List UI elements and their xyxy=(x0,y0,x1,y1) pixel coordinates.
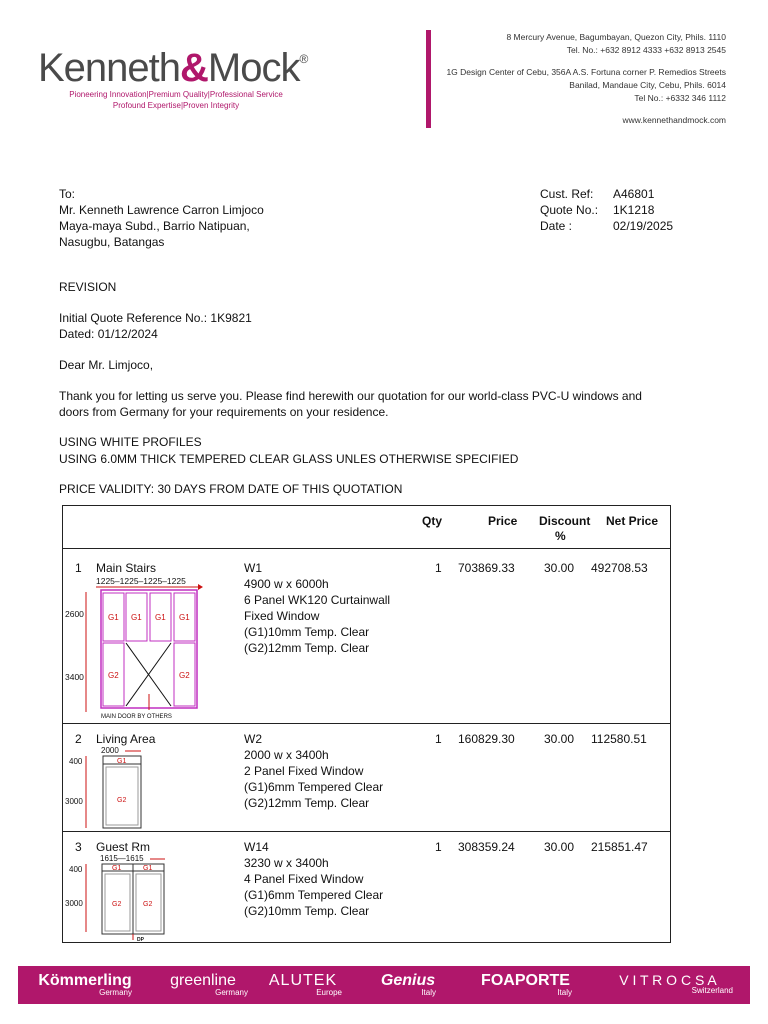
item-discount: 30.00 xyxy=(544,840,575,854)
item-qty: 1 xyxy=(435,561,442,575)
drawing-widths: 1225–1225–1225–1225 xyxy=(96,576,186,586)
table-divider xyxy=(63,831,670,832)
item-net-price: 112580.51 xyxy=(591,732,647,746)
svg-text:3000: 3000 xyxy=(65,797,83,806)
brand-genius: Genius Italy xyxy=(380,972,436,997)
recipient-block: To: Mr. Kenneth Lawrence Carron Limjoco Maya-maya Subd., Barrio Natipuan, Nasugbu, Batangas xyxy=(59,187,264,249)
window-drawing-w1 xyxy=(65,572,240,722)
item-net-price: 215851.47 xyxy=(591,840,648,854)
svg-text:G2: G2 xyxy=(143,901,153,908)
item-price: 703869.33 xyxy=(458,561,515,575)
item-number: 3 xyxy=(75,840,82,854)
item-price: 308359.24 xyxy=(458,840,515,854)
item-description: 4900 w x 6000h 6 Panel WK120 Curtainwall Fixed Window (G1)10mm Temp. Clear (G2)12mm Temp. Clear xyxy=(244,577,391,655)
brand-greenline: greenline Germany xyxy=(170,972,248,997)
item-description: 2000 w x 3400h 2 Panel Fixed Window (G1)6mm Tempered Clear (G2)12mm Temp. Clear xyxy=(244,748,384,810)
brand-foaporte: FOAPORTE Italy xyxy=(481,972,572,997)
svg-text:G1: G1 xyxy=(143,865,153,872)
glass-note: USING 6.0MM THICK TEMPERED CLEAR GLASS UNLES OTHERWISE SPECIFIED xyxy=(59,452,519,466)
item-location: Guest Rm xyxy=(96,840,151,854)
company-tagline-1: Pioneering Innovation|Premium Quality|Professional Service xyxy=(69,90,283,99)
item-price: 160829.30 xyxy=(458,732,515,746)
price-validity: PRICE VALIDITY: 30 DAYS FROM DATE OF THIS QUOTATION xyxy=(59,482,403,496)
svg-text:G2: G2 xyxy=(117,797,127,804)
item-location: Living Area xyxy=(96,732,156,746)
intro-line-1: Thank you for letting us serve you. Please find herewith our quotation for our world-class PVC-U windows and xyxy=(59,389,642,403)
drawing-note: DP xyxy=(137,937,144,942)
svg-text:G2: G2 xyxy=(112,901,122,908)
initial-quote-ref: Initial Quote Reference No.: 1K9821 xyxy=(59,311,252,325)
svg-text:400: 400 xyxy=(69,865,83,874)
drawing-height-bottom: 3400 xyxy=(65,672,84,682)
company-address: 8 Mercury Avenue, Bagumbayan, Quezon City, Phils. 1110 Tel. No.: +632 8912 4333 +632 8913 2545 1G Design Center of Cebu, 356A A.S. Fortuna corner P. Remedios Streets Banilad, Mandaue City, Cebu, Phils. 6014 Tel No.: +6332 346 1112 www.kennethandmock.com xyxy=(446,32,726,125)
initial-quote-date: Dated: 01/12/2024 xyxy=(59,327,158,341)
company-website: www.kennethandmock.com xyxy=(622,115,726,125)
brand-alutek: ALUTEK Europe xyxy=(268,972,342,997)
svg-text:G1: G1 xyxy=(108,613,119,622)
svg-text:G1: G1 xyxy=(112,865,122,872)
svg-text:G1: G1 xyxy=(131,613,142,622)
item-number: 1 xyxy=(75,561,82,575)
salutation: Dear Mr. Limjoco, xyxy=(59,358,154,372)
item-discount: 30.00 xyxy=(544,561,575,575)
profiles-note: USING WHITE PROFILES xyxy=(59,435,202,449)
item-net-price: 492708.53 xyxy=(591,561,648,575)
item-location: Main Stairs xyxy=(96,561,157,575)
item-code: W2 xyxy=(244,732,262,746)
drawing-widths: 2000 xyxy=(101,746,119,755)
item-number: 2 xyxy=(75,732,82,746)
table-divider xyxy=(63,548,670,549)
svg-text:400: 400 xyxy=(69,757,83,766)
header-discount-pct: % xyxy=(555,529,566,543)
brand-vitrocsa: V I T R O C S A Switzerland xyxy=(619,972,733,995)
drawing-widths: 1615—1615 xyxy=(100,854,144,863)
table-divider xyxy=(63,723,670,724)
brand-kommerling: Kömmerling Germany xyxy=(38,972,132,997)
revision-label: REVISION xyxy=(59,280,117,294)
header-qty: Qty xyxy=(422,514,443,528)
reference-block: Cust. Ref: A46801 Quote No.: 1K1218 Date : 02/19/2025 xyxy=(540,187,674,233)
partner-brands-footer xyxy=(18,966,750,1004)
intro-line-2: doors from Germany for your requirements on your residence. xyxy=(59,405,389,419)
window-drawing-w14 xyxy=(65,852,175,942)
item-code: W1 xyxy=(244,561,262,575)
svg-text:G1: G1 xyxy=(117,758,127,765)
drawing-height-top: 2600 xyxy=(65,609,84,619)
quotation-table xyxy=(62,505,671,943)
window-drawing-w2 xyxy=(65,744,165,830)
company-tagline-2: Profound Expertise|Proven Integrity xyxy=(112,101,240,110)
drawing-note: MAIN DOOR BY OTHERS xyxy=(101,714,172,720)
item-qty: 1 xyxy=(435,732,442,746)
header-price: Price xyxy=(488,514,518,528)
header-net-price: Net Price xyxy=(606,514,659,528)
item-qty: 1 xyxy=(435,840,442,854)
header-discount: Discount xyxy=(539,514,591,528)
company-logo: Kenneth&Mock® xyxy=(38,46,308,90)
item-description: 3230 w x 3400h 4 Panel Fixed Window (G1)6mm Tempered Clear (G2)10mm Temp. Clear xyxy=(244,856,384,918)
svg-text:G2: G2 xyxy=(108,671,119,680)
item-code: W14 xyxy=(244,840,269,854)
item-discount: 30.00 xyxy=(544,732,575,746)
header-divider xyxy=(426,30,431,128)
svg-text:G1: G1 xyxy=(179,613,190,622)
svg-text:G2: G2 xyxy=(179,671,190,680)
svg-text:G1: G1 xyxy=(155,613,166,622)
svg-text:3000: 3000 xyxy=(65,899,83,908)
